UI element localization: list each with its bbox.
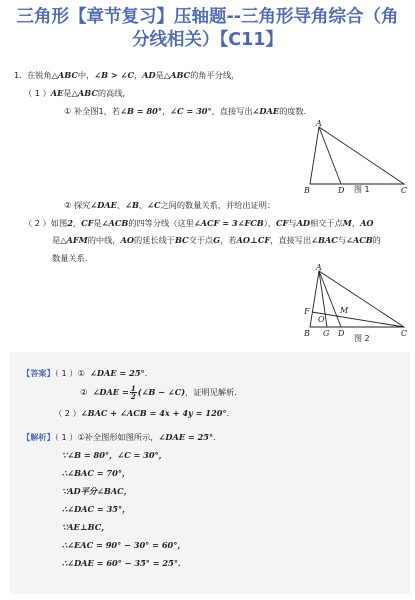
part-label: （ 2 ） [54,408,81,418]
figure-1-label-d: D [338,186,345,195]
figure-1-label-a: A [316,119,322,128]
text: ． [226,408,235,418]
text: 是 [63,88,72,98]
math: ∠C = 30° [170,106,212,116]
analysis-step-3: ∵AD平分∠BAC， [62,486,132,496]
part-label: （ 1 ） [24,88,51,98]
title-line-1: 三角形【章节复习】压轴题--三角形导角综合（角 [16,7,399,27]
fraction [130,385,137,400]
part-label: （ 1 ） [54,432,78,442]
analysis-step-5: ∵AE⊥BC， [62,522,110,532]
figure-1-label-b: B [304,186,310,195]
fraction-denominator: 2 [130,392,136,401]
text: ， [351,218,361,228]
answer-line-3 [54,408,235,419]
text: ，证明见解析. [185,387,237,397]
text: ，直接写出 [211,106,253,116]
analysis-step-4: ∴∠DAC = 35°， [62,504,131,514]
math: ∠ACB [101,218,129,228]
text: 是 [52,235,61,245]
text: 、 [138,200,148,210]
text: ， [133,70,143,80]
page-title [8,6,407,52]
figure-2-label-m: M [340,306,349,315]
text: 的角平分线， [190,70,240,80]
text: ， [72,218,82,228]
sub-mark: ② [80,387,88,397]
figure-1-triangle [310,127,404,184]
answer-tag: 【答案】 [22,368,55,378]
fraction-numerator: 1 [130,384,136,393]
figure-2-label-c: C [401,329,408,338]
figure-2-label-d: D [338,329,345,338]
title-line-2: 分线相关）【C11】 [132,30,283,50]
math: ∠DAE [252,106,280,116]
sub-mark: ② [64,200,72,210]
math: ∠ACB [346,235,373,245]
math: AD [296,218,311,228]
part2-line2 [52,235,381,246]
math: AO [120,235,134,245]
math: G [213,235,221,245]
text: 中， [77,70,95,80]
text: ． [213,432,222,442]
problem-number: 1. [14,70,22,80]
math: M [342,218,352,228]
figure-2-label-a: A [316,263,322,272]
part-label: （ 2 ） [24,218,51,228]
math: ∠BAC [311,235,338,245]
text: ①补全图形如图所示， [77,432,159,442]
math: ∠DAE [90,200,117,210]
analysis-intro [22,432,221,443]
text: ，若 [220,235,237,245]
part1-sub2 [64,200,275,211]
text: 是 [155,70,164,80]
text: 相交于点 [310,218,343,228]
text: ，直接写出 [270,235,312,245]
math: ∠B > ∠C [94,70,134,80]
math: ∠DAE = [92,387,129,397]
figure-2-label-o: O [318,315,325,324]
text: ）， [263,218,277,228]
math: CF [276,218,289,228]
analysis-step-6: ∴∠EAC = 90° − 30° = 60°， [62,540,186,550]
analysis-tag: 【解析】 [22,432,55,442]
math: (∠B − ∠C) [137,387,186,397]
figure-1-label-c: C [401,186,408,195]
math: ∠ACF = 3∠FCB [193,218,264,228]
text: 与 [288,218,297,228]
analysis-step-2: ∴∠BAC = 70°， [62,468,131,478]
math: ∠B = 80° [120,106,162,116]
figure-2-label-g: G [323,329,330,338]
text: 的高线， [97,88,131,98]
text: ． [144,368,153,378]
math: AO⊥CF [236,235,271,245]
figure-2-label-f: F [304,307,310,316]
math: ∠DAE = 25° [158,432,214,442]
math: CF [81,218,94,228]
math: ∠BAC + ∠ACB = 4x + 4y = 120° [80,408,227,418]
text: 的四等分线（这里 [128,218,194,228]
math: 2 [67,218,73,228]
figure-2-label-b: B [304,329,310,338]
math: BC [174,235,189,245]
math: AO [360,218,374,228]
analysis-step-7: ∴∠DAE = 60° − 35° = 25°． [62,558,187,568]
text: 探究 [73,200,91,210]
math: △ABC [71,88,98,98]
text: 的中线， [87,235,121,245]
analysis-step-1: ∵∠B = 80°，∠C = 30°， [62,450,167,460]
figure-1-bisector [319,127,341,184]
part-label: （ 1 ）① [54,368,85,378]
text: 的 [372,235,381,245]
math: △AFM [60,235,88,245]
sub-mark: ① [64,106,72,116]
text: 交于点 [188,235,214,245]
problem-intro [14,70,239,81]
figure-1-caption: 图 1 [354,185,370,194]
text: 、 [116,200,126,210]
answer-line-2 [80,384,237,400]
text: 是 [93,218,102,228]
part1-sub1 [64,106,312,117]
text: 的度数． [279,106,312,116]
part2-line1 [24,218,374,229]
text: 如图 [50,218,68,228]
math: ∠DAE = 25° [90,368,145,378]
text: 补全图1，若 [73,106,121,116]
text: 在锐角 [27,70,52,80]
text: 的延长线于 [134,235,175,245]
figure-2-caption: 图 2 [354,334,370,343]
part2-line3: 数量关系． [52,253,93,263]
math: AD [142,70,156,80]
math: ∠B [125,200,139,210]
text: 与 [337,235,347,245]
math: △ABC [163,70,191,80]
text: 之间的数量关系，并给出证明： [160,200,276,210]
text: ， [161,106,171,116]
math: ∠C [147,200,161,210]
part1-line [24,88,131,99]
figure-2 [300,263,412,341]
answer-line-1 [22,368,153,379]
math: AE [50,88,64,98]
math: △ABC [51,70,78,80]
